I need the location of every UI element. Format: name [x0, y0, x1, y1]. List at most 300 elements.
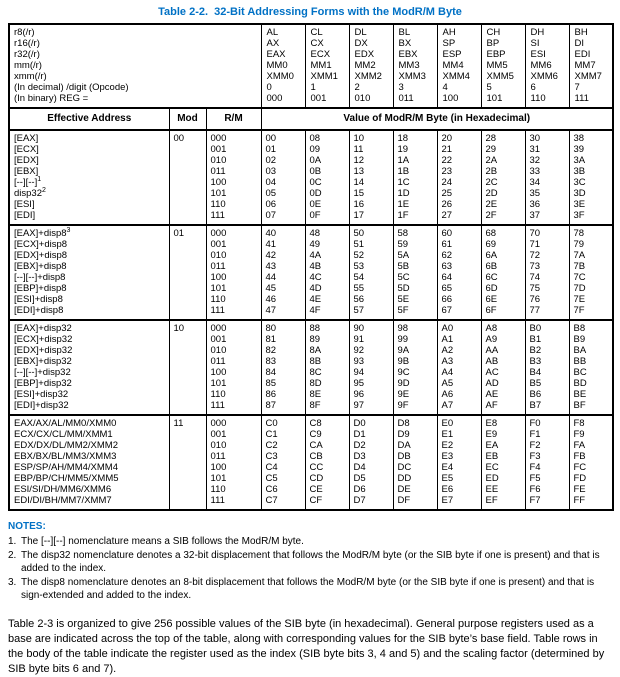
cell-line: 4B — [309, 261, 322, 272]
mod-value-cell — [169, 225, 206, 320]
cell-line: 41 — [265, 239, 277, 250]
cell-line: $disp32^2$ — [14, 186, 46, 199]
cell-line: 35 — [529, 188, 541, 199]
cell-line: CD — [309, 473, 324, 484]
cell-line: 2C — [485, 177, 498, 188]
hex-values-cell — [437, 130, 481, 225]
cell-line: EDX/DX/DL/MM2/XMM2 — [14, 440, 118, 451]
cell-line: 100 — [210, 367, 227, 378]
hex-values-cell — [261, 130, 305, 225]
hex-values-cell — [569, 415, 613, 510]
cell-line: DB — [397, 451, 411, 462]
cell-line: 86 — [265, 389, 277, 400]
cell-line: 9B — [397, 356, 410, 367]
cell-line: 5B — [397, 261, 410, 272]
cell-line: CH — [486, 27, 501, 38]
hex-values-cell — [261, 415, 305, 510]
cell-line: $[EAX]+disp8^3$ — [14, 226, 71, 239]
cell-line: 84 — [265, 367, 277, 378]
cell-line: XMM2 — [354, 71, 382, 82]
cell-line: 28 — [485, 133, 497, 144]
cell-line: $[--][--]^1$ — [14, 175, 42, 188]
cell-line: 100 — [210, 177, 227, 188]
cell-line: F2 — [529, 440, 541, 451]
cell-line: EA — [485, 440, 499, 451]
cell-line: ECX — [310, 49, 331, 60]
cell-line: 3E — [573, 199, 586, 210]
hex-values-cell — [525, 130, 569, 225]
cell-line: 10 — [173, 323, 185, 334]
cell-line: 6C — [485, 272, 498, 283]
cell-line: F9 — [573, 429, 585, 440]
cell-line: CX — [310, 38, 324, 49]
cell-line: 000 — [210, 228, 227, 239]
register-column-cell — [569, 24, 613, 108]
cell-line: 5C — [397, 272, 410, 283]
cell-line: 111 — [210, 400, 225, 411]
cell-line: FE — [573, 484, 586, 495]
cell-line: XMM7 — [574, 71, 602, 82]
cell-line: XMM1 — [310, 71, 338, 82]
cell-line: D7 — [353, 495, 366, 506]
effective-address-cell — [9, 225, 169, 320]
cell-line: SI — [530, 38, 540, 49]
cell-line: 00 — [173, 133, 185, 144]
cell-line: 9D — [397, 378, 410, 389]
cell-line: 74 — [529, 272, 541, 283]
cell-line: 5 — [486, 82, 492, 93]
cell-line: 6A — [485, 250, 498, 261]
hex-values-cell — [481, 225, 525, 320]
cell-line: ESI/SI/DH/MM6/XMM6 — [14, 484, 112, 495]
cell-line: A5 — [441, 378, 454, 389]
cell-line: 47 — [265, 305, 277, 316]
cell-line: 0C — [309, 177, 322, 188]
modrm-block-row-mod-11 — [9, 415, 613, 510]
cell-line: [--][--]+disp32 — [14, 367, 71, 378]
cell-line: 44 — [265, 272, 277, 283]
cell-line: 001 — [210, 239, 227, 250]
cell-line: 65 — [441, 283, 453, 294]
cell-line: E4 — [441, 462, 454, 473]
modrm-addressing-table — [8, 23, 614, 511]
cell-line: MM2 — [354, 60, 376, 71]
cell-line: MM7 — [574, 60, 596, 71]
cell-line: XMM0 — [266, 71, 294, 82]
cell-line: BP — [486, 38, 500, 49]
cell-line: 9C — [397, 367, 410, 378]
cell-line: ED — [485, 473, 499, 484]
cell-line: [ESI]+disp8 — [14, 294, 63, 305]
cell-line: A0 — [441, 323, 454, 334]
cell-line: 70 — [529, 228, 541, 239]
cell-line: F4 — [529, 462, 541, 473]
cell-line: EAX — [266, 49, 286, 60]
cell-line: 33 — [529, 166, 541, 177]
cell-line: F0 — [529, 418, 541, 429]
cell-line: 011 — [210, 261, 226, 272]
cell-line: E3 — [441, 451, 454, 462]
value-header: Value of ModR/M Byte (in Hexadecimal) — [261, 108, 613, 130]
cell-line: 110 — [210, 484, 226, 495]
cell-line: 4D — [309, 283, 322, 294]
cell-line: [EBX]+disp32 — [14, 356, 72, 367]
note-text: The disp32 nomenclature denotes a 32-bit displacement that follows the ModR/M byte (or the SIB byte if one is present) and that is added to the index. — [21, 550, 600, 574]
cell-line: 67 — [441, 305, 453, 316]
cell-line: XMM3 — [398, 71, 426, 82]
register-column-cell — [525, 24, 569, 108]
cell-line: 81 — [265, 334, 277, 345]
cell-line: A8 — [485, 323, 498, 334]
cell-line: 63 — [441, 261, 453, 272]
cell-line: 51 — [353, 239, 365, 250]
cell-line: 05 — [265, 188, 277, 199]
mod-value-cell — [169, 320, 206, 415]
cell-line: [EDX]+disp32 — [14, 345, 73, 356]
cell-line: 3B — [573, 166, 586, 177]
register-column-cell — [437, 24, 481, 108]
cell-line: MM0 — [266, 60, 288, 71]
cell-line: 5F — [397, 305, 409, 316]
effective-address-cell — [9, 415, 169, 510]
cell-line: CL — [310, 27, 323, 38]
cell-line: CC — [309, 462, 324, 473]
cell-line: 0D — [309, 188, 322, 199]
cell-line: ECX/CX/CL/MM/XMM1 — [14, 429, 113, 440]
cell-line: XMM6 — [530, 71, 558, 82]
note-number: 1. — [8, 536, 17, 547]
cell-line: 31 — [529, 144, 541, 155]
cell-line: 58 — [397, 228, 409, 239]
cell-line: 23 — [441, 166, 453, 177]
rm-header: R/M — [206, 108, 261, 130]
cell-line: BC — [573, 367, 587, 378]
cell-line: C1 — [265, 429, 278, 440]
cell-line: 66 — [441, 294, 453, 305]
cell-line: D8 — [397, 418, 410, 429]
cell-line: 85 — [265, 378, 277, 389]
cell-line: 77 — [529, 305, 541, 316]
cell-line: MM4 — [442, 60, 464, 71]
cell-line: 16 — [353, 199, 365, 210]
cell-line: C7 — [265, 495, 278, 506]
cell-line: EC — [485, 462, 499, 473]
hex-values-cell — [305, 130, 349, 225]
cell-line: 100 — [210, 272, 227, 283]
cell-line: [ECX] — [14, 144, 39, 155]
cell-line: 01 — [173, 228, 185, 239]
cell-line: D5 — [353, 473, 366, 484]
cell-line: 2D — [485, 188, 498, 199]
cell-line: 0 — [266, 82, 272, 93]
cell-line: 1F — [397, 210, 409, 221]
cell-line: 4F — [309, 305, 321, 316]
register-column-cell — [393, 24, 437, 108]
cell-line: AB — [485, 356, 499, 367]
hex-values-cell — [305, 320, 349, 415]
cell-line: EAX/AX/AL/MM0/XMM0 — [14, 418, 117, 429]
cell-line: ESI — [530, 49, 546, 60]
cell-line: 36 — [529, 199, 541, 210]
cell-line: DH — [530, 27, 545, 38]
cell-line: ESP — [442, 49, 462, 60]
cell-line: AE — [485, 389, 499, 400]
register-column-cell — [305, 24, 349, 108]
cell-line: 98 — [397, 323, 409, 334]
cell-line: 40 — [265, 228, 277, 239]
cell-line: C9 — [309, 429, 322, 440]
cell-line: 8C — [309, 367, 322, 378]
cell-line: EDI — [574, 49, 591, 60]
cell-line: 010 — [210, 345, 227, 356]
cell-line: [ECX]+disp32 — [14, 334, 73, 345]
cell-line: 6D — [485, 283, 498, 294]
cell-line: 79 — [573, 239, 585, 250]
cell-line: 11 — [353, 144, 364, 155]
cell-line: D9 — [397, 429, 410, 440]
cell-line: B7 — [529, 400, 542, 411]
rm-values-cell — [206, 320, 261, 415]
cell-line: 57 — [353, 305, 365, 316]
cell-line: 8B — [309, 356, 322, 367]
cell-line: 4C — [309, 272, 322, 283]
notes-section — [8, 520, 612, 602]
cell-line: 2B — [485, 166, 498, 177]
cell-line: B6 — [529, 389, 542, 400]
cell-line: 7D — [573, 283, 586, 294]
cell-line: mm(/r) — [14, 60, 42, 71]
cell-line: 32 — [529, 155, 541, 166]
cell-line: [EBP]+disp32 — [14, 378, 72, 389]
cell-line: 7A — [573, 250, 586, 261]
cell-line: MM3 — [398, 60, 420, 71]
cell-line: 17 — [353, 210, 365, 221]
cell-line: AD — [485, 378, 499, 389]
cell-line: [EDX]+disp8 — [14, 250, 68, 261]
cell-line: BB — [573, 356, 587, 367]
hex-values-cell — [261, 320, 305, 415]
rm-values-cell — [206, 415, 261, 510]
cell-line: EF — [485, 495, 498, 506]
cell-line: 43 — [265, 261, 277, 272]
cell-line: D3 — [353, 451, 366, 462]
cell-line: 7C — [573, 272, 586, 283]
effective-address-cell — [9, 130, 169, 225]
cell-line: MM1 — [310, 60, 332, 71]
cell-line: 101 — [210, 473, 227, 484]
cell-line: 111 — [210, 305, 225, 316]
cell-line: 10 — [353, 133, 365, 144]
cell-line: 9F — [397, 400, 409, 411]
cell-line: [EDX] — [14, 155, 39, 166]
cell-line: 0F — [309, 210, 321, 221]
cell-line: 94 — [353, 367, 365, 378]
cell-line: 100 — [442, 93, 459, 104]
cell-line: XMM4 — [442, 71, 470, 82]
cell-line: EE — [485, 484, 499, 495]
hex-values-cell — [437, 225, 481, 320]
cell-line: B4 — [529, 367, 542, 378]
cell-line: 111 — [574, 93, 589, 104]
cell-line: 4E — [309, 294, 322, 305]
cell-line: 000 — [266, 93, 283, 104]
cell-line: 011 — [210, 356, 226, 367]
cell-line: 69 — [485, 239, 497, 250]
cell-line: E1 — [441, 429, 454, 440]
cell-line: 101 — [486, 93, 503, 104]
hex-values-cell — [349, 130, 393, 225]
cell-line: 0A — [309, 155, 322, 166]
cell-line: 06 — [265, 199, 277, 210]
cell-line: BE — [573, 389, 587, 400]
mod-value-cell — [169, 130, 206, 225]
cell-line: 11 — [173, 418, 184, 429]
cell-line: [EBX]+disp8 — [14, 261, 67, 272]
cell-line: 1D — [397, 188, 410, 199]
cell-line: 110 — [530, 93, 546, 104]
cell-line: FF — [573, 495, 586, 506]
note-number: 2. — [8, 550, 17, 561]
hex-values-cell — [481, 415, 525, 510]
note-number: 3. — [8, 577, 17, 588]
cell-line: DX — [354, 38, 368, 49]
cell-line: 75 — [529, 283, 541, 294]
cell-line: 82 — [265, 345, 277, 356]
rm-values-cell — [206, 225, 261, 320]
cell-line: 000 — [210, 418, 227, 429]
cell-line: DL — [354, 27, 367, 38]
cell-line: DF — [397, 495, 411, 506]
cell-line: 0B — [309, 166, 322, 177]
cell-line: 9E — [397, 389, 410, 400]
cell-line: 29 — [485, 144, 497, 155]
cell-line: 88 — [309, 323, 321, 334]
cell-line: E5 — [441, 473, 454, 484]
cell-line: 97 — [353, 400, 365, 411]
cell-line: 18 — [397, 133, 409, 144]
cell-line: B3 — [529, 356, 542, 367]
cell-line: 45 — [265, 283, 277, 294]
cell-line: 01 — [265, 144, 277, 155]
cell-line: AX — [266, 38, 280, 49]
cell-line: 110 — [210, 294, 226, 305]
cell-line: AC — [485, 367, 499, 378]
cell-line: AF — [485, 400, 498, 411]
modrm-block-row-mod-00 — [9, 130, 613, 225]
cell-line: 00 — [265, 133, 277, 144]
cell-line: [EBX] — [14, 166, 39, 177]
cell-line: 9A — [397, 345, 410, 356]
cell-line: DD — [397, 473, 412, 484]
hex-values-cell — [569, 320, 613, 415]
cell-line: 30 — [529, 133, 541, 144]
hex-values-cell — [349, 415, 393, 510]
cell-line: 011 — [210, 166, 226, 177]
hex-values-cell — [393, 415, 437, 510]
register-column-cell — [349, 24, 393, 108]
cell-line: 08 — [309, 133, 321, 144]
register-legend-cell — [9, 24, 261, 108]
cell-line: 96 — [353, 389, 365, 400]
cell-line: E8 — [485, 418, 498, 429]
cell-line: EBP — [486, 49, 506, 60]
cell-line: 83 — [265, 356, 277, 367]
hex-values-cell — [525, 320, 569, 415]
cell-line: E7 — [441, 495, 454, 506]
cell-line: (In binary) REG = — [14, 93, 89, 104]
hex-values-cell — [569, 130, 613, 225]
cell-line: 2F — [485, 210, 497, 221]
note-item — [8, 535, 612, 548]
cell-line: 87 — [265, 400, 277, 411]
cell-line: 2A — [485, 155, 498, 166]
cell-line: 3A — [573, 155, 586, 166]
cell-line: B1 — [529, 334, 542, 345]
cell-line: 46 — [265, 294, 277, 305]
cell-line: 3C — [573, 177, 586, 188]
note-item — [8, 549, 612, 575]
cell-line: 92 — [353, 345, 365, 356]
cell-line: 010 — [210, 250, 227, 261]
cell-line: 19 — [397, 144, 409, 155]
cell-line: C2 — [265, 440, 278, 451]
cell-line: D2 — [353, 440, 366, 451]
table-title: Table 2-2. 32-Bit Addressing Forms with the ModR/M Byte — [158, 6, 462, 18]
cell-line: 5E — [397, 294, 410, 305]
hex-values-cell — [393, 225, 437, 320]
cell-line: 93 — [353, 356, 365, 367]
table-body — [9, 24, 613, 510]
cell-line: MM5 — [486, 60, 508, 71]
effective-address-header: Effective Address — [9, 108, 169, 130]
cell-line: D4 — [353, 462, 366, 473]
cell-line: AL — [266, 27, 279, 38]
cell-line: 48 — [309, 228, 321, 239]
cell-line: 1E — [397, 199, 410, 210]
cell-line: 011 — [398, 93, 414, 104]
cell-line: 53 — [353, 261, 365, 272]
cell-line: F7 — [529, 495, 541, 506]
cell-line: A2 — [441, 345, 454, 356]
cell-line: 72 — [529, 250, 541, 261]
cell-line: 38 — [573, 133, 585, 144]
cell-line: DC — [397, 462, 412, 473]
cell-line: 000 — [210, 323, 227, 334]
cell-line: A7 — [441, 400, 454, 411]
cell-line: B8 — [573, 323, 586, 334]
cell-line: 6E — [485, 294, 498, 305]
cell-line: CF — [309, 495, 323, 506]
cell-line: F6 — [529, 484, 541, 495]
cell-line: 91 — [353, 334, 365, 345]
cell-line: 110 — [210, 389, 226, 400]
cell-line: 25 — [441, 188, 453, 199]
cell-line: 000 — [210, 133, 227, 144]
cell-line: 2 — [354, 82, 360, 93]
cell-line: 03 — [265, 166, 277, 177]
cell-line: 15 — [353, 188, 365, 199]
register-header-row — [9, 24, 613, 108]
hex-values-cell — [437, 320, 481, 415]
cell-line: 50 — [353, 228, 365, 239]
note-reference: 3 — [66, 226, 71, 234]
cell-line: 7 — [574, 82, 580, 93]
cell-line: C8 — [309, 418, 322, 429]
cell-line: 61 — [441, 239, 453, 250]
cell-line: r8(/r) — [14, 27, 35, 38]
cell-line: 111 — [210, 495, 225, 506]
cell-line: 101 — [210, 378, 227, 389]
